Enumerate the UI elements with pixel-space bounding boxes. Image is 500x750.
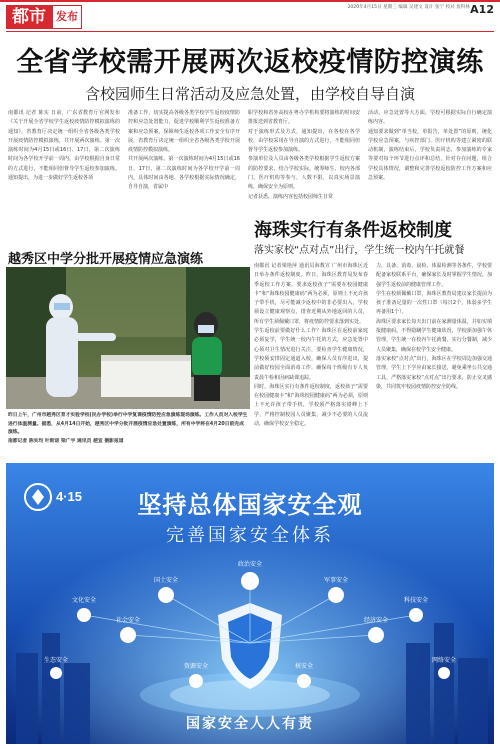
left-story-headline: 越秀区中学分批开展疫情应急演练 <box>8 252 204 267</box>
section-tag <box>6 4 82 30</box>
banner-title: 坚持总体国家安全观 <box>137 491 363 519</box>
news-photo <box>6 267 250 409</box>
banner-node-label: 资源安全 <box>183 663 208 670</box>
photo-caption: 昨日上午，广州市越秀区育才实验学校(民办学校)举行中学复课疫情防控应急演练现场演练。工作人员对入校学生进行体温测量。据悉，从4月14日开始，越秀区中学分批开展疫情应急处置演练，所有中学将在4月20日前完成演练。 南都记者 陈实均 叶斯诺 梁广宇 通讯员 越宣 摄影报道 <box>8 413 248 444</box>
banner-node-label: 文化安全 <box>71 597 96 604</box>
banner-node-label: 生态安全 <box>43 657 68 664</box>
right-story-headline: 海珠实行有条件返校制度 <box>254 220 452 241</box>
security-banner <box>6 463 494 744</box>
banner-slogan: 国家安全人人有责 <box>186 716 314 732</box>
main-headline: 全省学校需开展两次返校疫情防控演练 <box>16 47 484 78</box>
banner-node-label: 经济安全 <box>363 617 388 624</box>
right-story-subhead: 落实家校“点对点”出行，学生统一校内午托就餐 <box>254 245 465 256</box>
banner-node-label: 社会安全 <box>115 617 140 624</box>
banner-subtitle: 完善国家安全体系 <box>166 525 334 546</box>
masthead <box>0 0 500 36</box>
banner-node-label: 国土安全 <box>153 577 178 584</box>
masthead-divider <box>6 31 494 32</box>
lead-column-2: 准备工作，切实提高各级各类学校学生返校疫情防控和应急处置能力，促进学校顺利学生返校准备方案和应急预案，保障师生返校各项工作安全有序开展，省教育厅决定统一组织全省各级各类学校开展疫情防控模拟演练。 共开展两次演练。第一次演练时间为4月15日或16日、17日，第二次演练时间为各学校开学前一周内，具体时间由各地、各学校根据实际情况确定，自导自演，省属中 <box>128 110 240 191</box>
banner-node-label: 网络安全 <box>431 657 456 664</box>
subsection-name: 发布 <box>52 5 82 29</box>
section-name: 都市 <box>6 5 52 29</box>
lead-column-4: 活动，应急处置等大方面，学校可根据实际自行确定演练内容。 通知要求做到“单当校，单报告，单处置”的原则，统化学校应急预案，与疾控部门、医疗机构等建立紧密的联动机制，演练结束后，学校负责同志，参加演练的专家等要对每个环节进行点评和总结，针对存在问题，组合学校具体情况，调整和完善学校返校防控工作方案和应急预案。 <box>368 110 492 182</box>
banner-node-label: 科技安全 <box>403 597 428 604</box>
school-drill-photo <box>6 267 250 409</box>
lead-column-3: 职学校和省外高校在粤办学机构要将演练的时间安排报送到省教育厅。 对于演练形式及方式，通知提出，在各校在各学校，由学校采用在导自演的方式进行，不能相同但督导学生返校参加演练。 参演单位及人员由各级各类学校根据学生返校方案的防控要求，结合学校实际，统筹师生、校内各部门、医疗机构等参与，人数不限，以真实场景演练，确保安全为原则。 记者获悉，演练内容包括校园师生日常 <box>248 110 360 200</box>
page-number: A12 <box>470 3 494 16</box>
lead-column-1: 南都讯 记者 陈实 日前，广东省教育厅官网发布《关于开展全省学校学生返校疫情防控模拟演练的通知》，省教育厅决定统一组织全省各级各类学校开展疫情防控模拟演练，共开展两次演练。第一次演练时间为4月15日或16日、17日，第二次演练时间为各学校开学前一周内，由学校根据自身日常的方式进行，不能相同但督导学生返校参加演练。通知提出，为进一步做好学生返校各项 <box>8 110 120 182</box>
right-column-2: 力，具备、消毒、晨检、体温检测等各条件，学校要配备家校联系平台，确保家长及时掌握学生情况，加强学生返校前的健康管理工作。 学生在校须佩戴口罩，海珠区教育局建议家长提前为孩子准备足量的一次性口罩（每日2个，体弱多学生再备用1个）。 海珠区要求家长每天出门前在家测量体温，并如实填报健康码，不得隐瞒学生健康状况，学校须加强午休管理，学生统一在校内午托就餐，实行分餐制，减少人员聚集，确保在校学生安全健康。 落实家校“点对点”出行，海珠区在学校周边加强交通管理，学生上下学应由家长接送，避免乘坐公共交通工具，严格落实家校“点对点”出行要求，防止交叉感染，共同筑牢校园疫情防控安全防线。 <box>376 263 492 390</box>
masthead-top-bar <box>0 0 500 2</box>
banner-node-label: 核安全 <box>294 663 313 670</box>
banner-node-label: 军事安全 <box>323 577 348 584</box>
banner-date-badge: 4·15 <box>56 489 83 504</box>
edition-info: 2020年4月15日 星期三 编辑 吴建文 设计 张宁 校对 詹科林 <box>347 5 470 10</box>
main-subhead: 含校园师生日常活动及应急处置，由学校自导自演 <box>84 85 415 103</box>
right-column-1: 南都讯 记者梁艳萍 通讯员海教宣 广州市海珠区近日举办条件返校制度。昨日，海珠区教育局发布春季返校工作方案，要求返校孩子“需要在校园健康卡”和“海珠校园健康码”两为必须，原则上不允许孩子带手机，尽可能减少返校中的非必要出入，学校须设立健康观察点，排查近期从外地返回的人员，所有学生须佩戴口罩，将疫情防控要求落到实处。 学生返校前要做好什么工作？海珠区在返校前家庭必须复学，学生统一校内午托的方式，应急处置中心须对卫生情况进行关注，要检查学生健康情况，学校须安排固定通道入校，确保人员有序进出，提前做好校园全面消毒工作，确保每个班级有专人负责晨午检和因病缺课追踪。 同时，海珠区实行有条件返校制度，返校孩子“需要在校园健康卡”和“海珠校园健康码”两为必须，原则上不允许孩子带手机，学校须严格落实错峰上下学，严格控制校园人员聚集，减少不必要的人员流动，确保学校安全稳定。 <box>254 263 368 428</box>
banner-node-label: 政治安全 <box>237 561 262 568</box>
